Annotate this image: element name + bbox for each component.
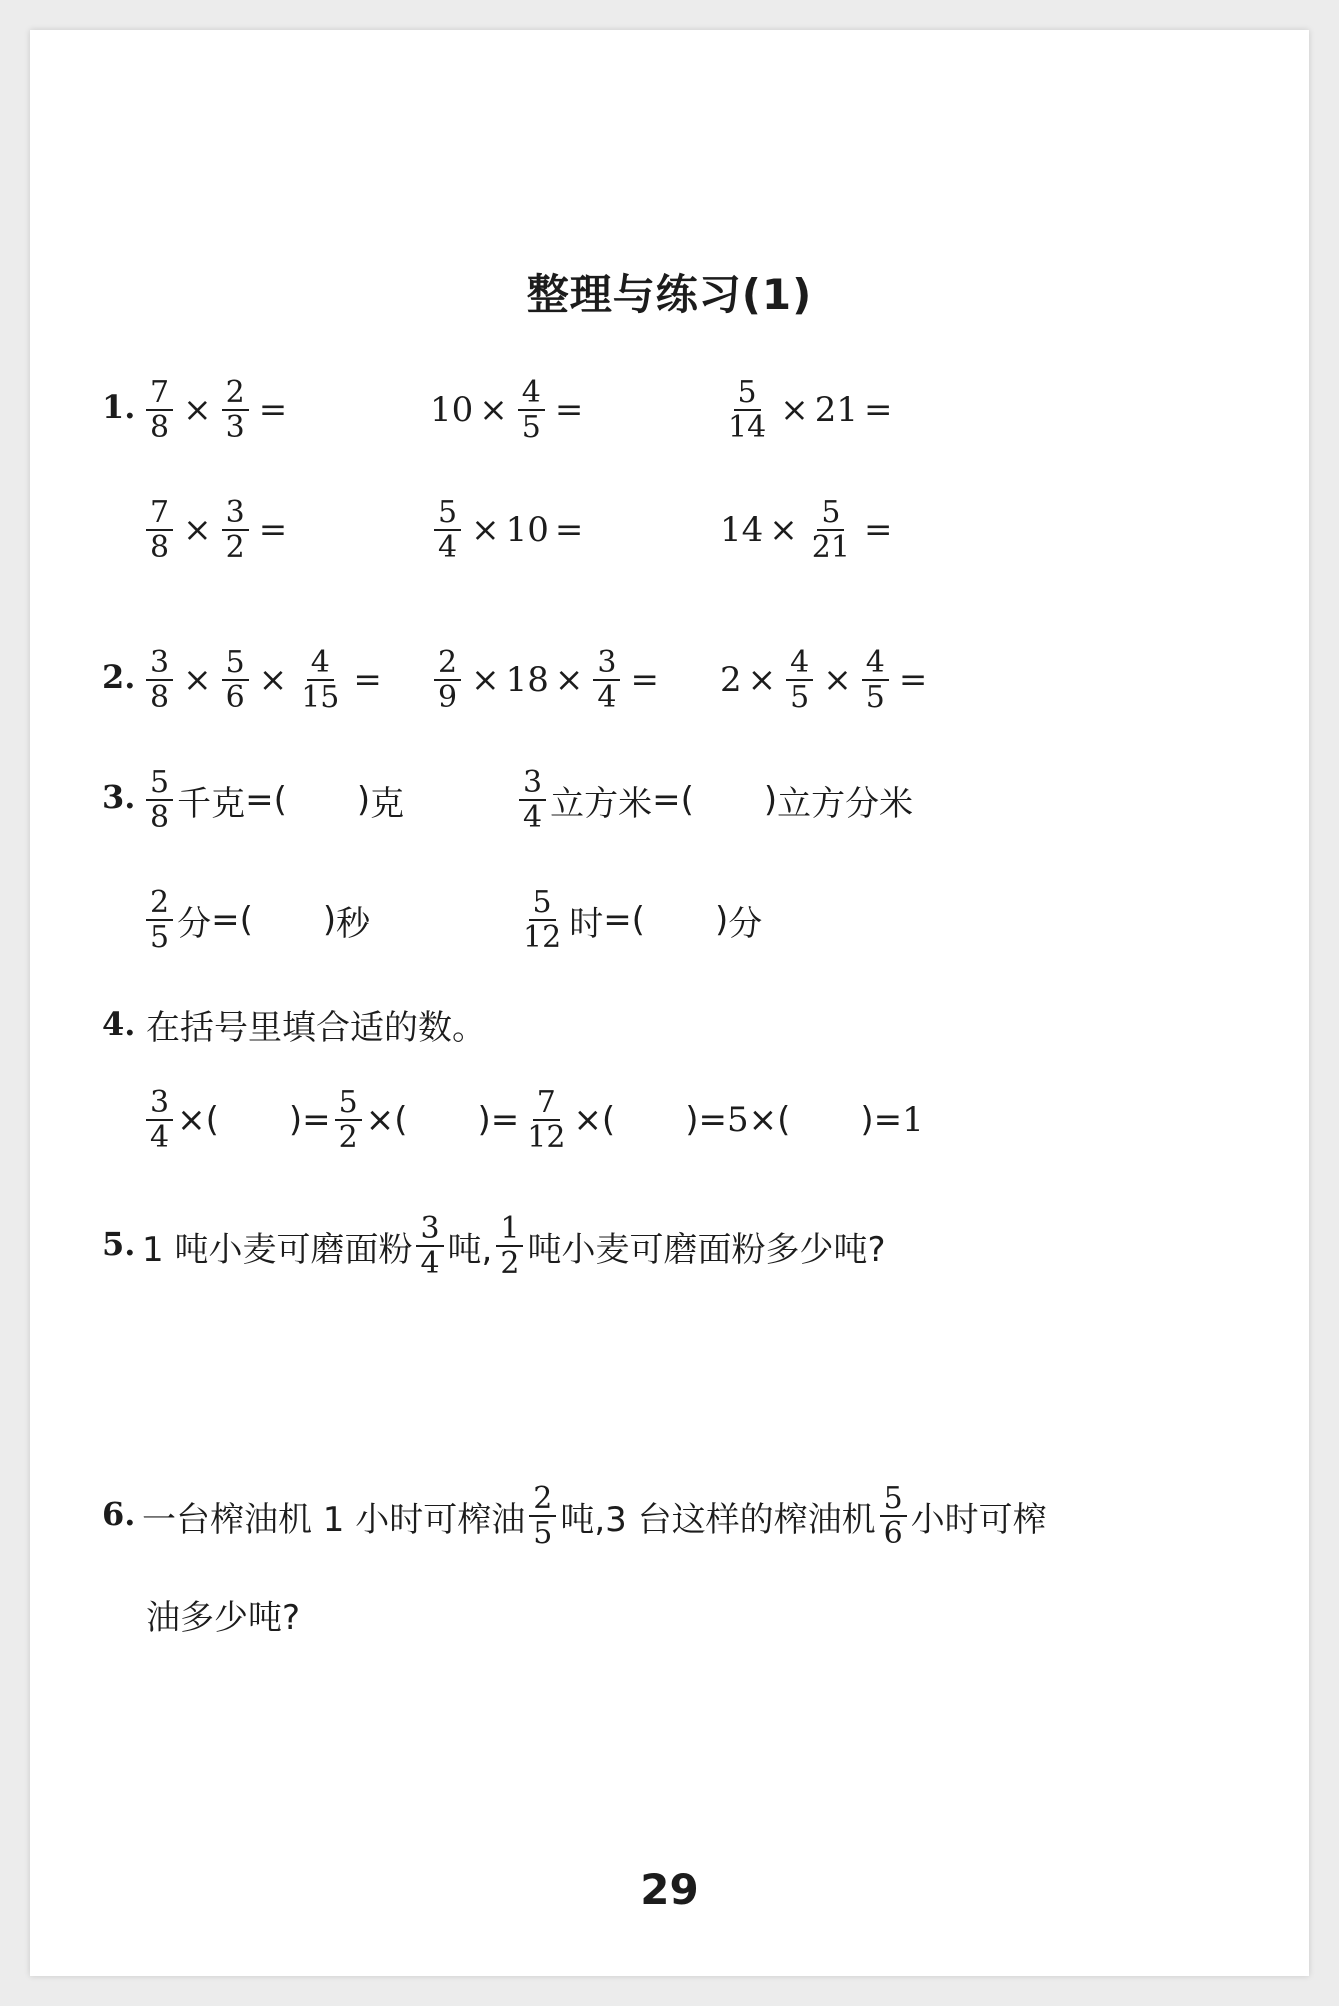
q1-expr-1: $\frac{7}{8}$ × $\frac{2}{3}$ = (142, 360, 293, 460)
fraction: $\frac{7}{12}$ (527, 1085, 566, 1155)
fraction: $\frac{5}{4}$ (434, 496, 461, 564)
fraction: $\frac{7}{8}$ (146, 376, 173, 444)
fraction: $\frac{4}{5}$ (786, 646, 813, 714)
q1-expr-2: 10 × $\frac{4}{5}$ = (430, 375, 584, 445)
q2-expr-3: 2 × $\frac{4}{5}$ × $\frac{4}{5}$ = (720, 645, 928, 715)
q3-expr-4: $\frac{5}{12}$ 时 =( ) 分 (515, 870, 762, 970)
fraction: $\frac{3}{4}$ (519, 766, 546, 834)
fraction: $\frac{3}{4}$ (593, 646, 620, 714)
q3-expr-2: $\frac{3}{4}$ 立方米 =( ) 立方分米 (515, 750, 913, 850)
fraction: $\frac{5}{12}$ (523, 885, 562, 955)
question-number-4: 4. (102, 1005, 136, 1043)
q2-expr-2: $\frac{2}{9}$ × 18 × $\frac{3}{4}$ = (430, 630, 665, 730)
fraction: $\frac{3}{8}$ (146, 646, 173, 714)
q3-expr-1: $\frac{5}{8}$ 千克 =( ) 克 (142, 750, 404, 850)
fraction: $\frac{3}{4}$ (416, 1212, 443, 1280)
fraction: $\frac{2}{5}$ (146, 886, 173, 954)
q1-expr-4: $\frac{7}{8}$ × $\frac{3}{2}$ = (142, 480, 293, 580)
fraction: $\frac{3}{2}$ (222, 496, 249, 564)
fraction: $\frac{5}{2}$ (335, 1086, 362, 1154)
fraction: $\frac{3}{4}$ (146, 1086, 173, 1154)
fraction: $\frac{4}{5}$ (862, 646, 889, 714)
q6-text-line2: 油多少吨? (146, 1598, 301, 1638)
question-number-2: 2. (102, 658, 136, 696)
q2-expr-1: $\frac{3}{8}$ × $\frac{5}{6}$ × $\frac{4}{15}$ = (142, 630, 388, 730)
worksheet-page (30, 30, 1309, 1976)
q1-expr-5: $\frac{5}{4}$ × 10 = (430, 480, 589, 580)
q6-text: 一台榨油机 1 小时可榨油 $\frac{2}{5}$ 吨,3 台这样的榨油机 $\frac{5}{6}$ 小时可榨 (142, 1481, 1047, 1551)
page-title: 整理与练习(1) (526, 270, 813, 319)
fraction: $\frac{2}{5}$ (529, 1482, 556, 1550)
fraction: $\frac{4}{15}$ (301, 645, 340, 715)
q4-prompt: 在括号里填合适的数。 (146, 1008, 486, 1048)
q3-expr-3: $\frac{2}{5}$ 分 =( ) 秒 (142, 870, 370, 970)
fraction: $\frac{5}{21}$ (811, 495, 850, 565)
q1-expr-3: $\frac{5}{14}$ × 21 = (720, 360, 898, 460)
fraction: $\frac{5}{6}$ (880, 1482, 907, 1550)
question-number-3: 3. (102, 778, 136, 816)
fraction: $\frac{5}{6}$ (222, 646, 249, 714)
q1-expr-6: 14 × $\frac{5}{21}$ = (720, 495, 893, 565)
question-number-1: 1. (102, 388, 136, 426)
q4-expr: $\frac{3}{4}$ ×( )= $\frac{5}{2}$ ×( )= $\frac{7}{12}$ ×( )= 5 ×( )= 1 (142, 1070, 924, 1170)
fraction: $\frac{7}{8}$ (146, 496, 173, 564)
page-number: 29 (640, 1865, 699, 1914)
fraction: $\frac{2}{3}$ (222, 376, 249, 444)
fraction: $\frac{1}{2}$ (496, 1212, 523, 1280)
question-number-5: 5. (102, 1225, 136, 1263)
fraction: $\frac{5}{14}$ (728, 375, 767, 445)
q5-text: 1 吨小麦可磨面粉 $\frac{3}{4}$ 吨, $\frac{1}{2}$ 吨小麦可磨面粉多少吨? (142, 1211, 886, 1281)
fraction: $\frac{5}{8}$ (146, 766, 173, 834)
question-number-6: 6. (102, 1495, 136, 1533)
fraction: $\frac{2}{9}$ (434, 646, 461, 714)
fraction: $\frac{4}{5}$ (518, 376, 545, 444)
